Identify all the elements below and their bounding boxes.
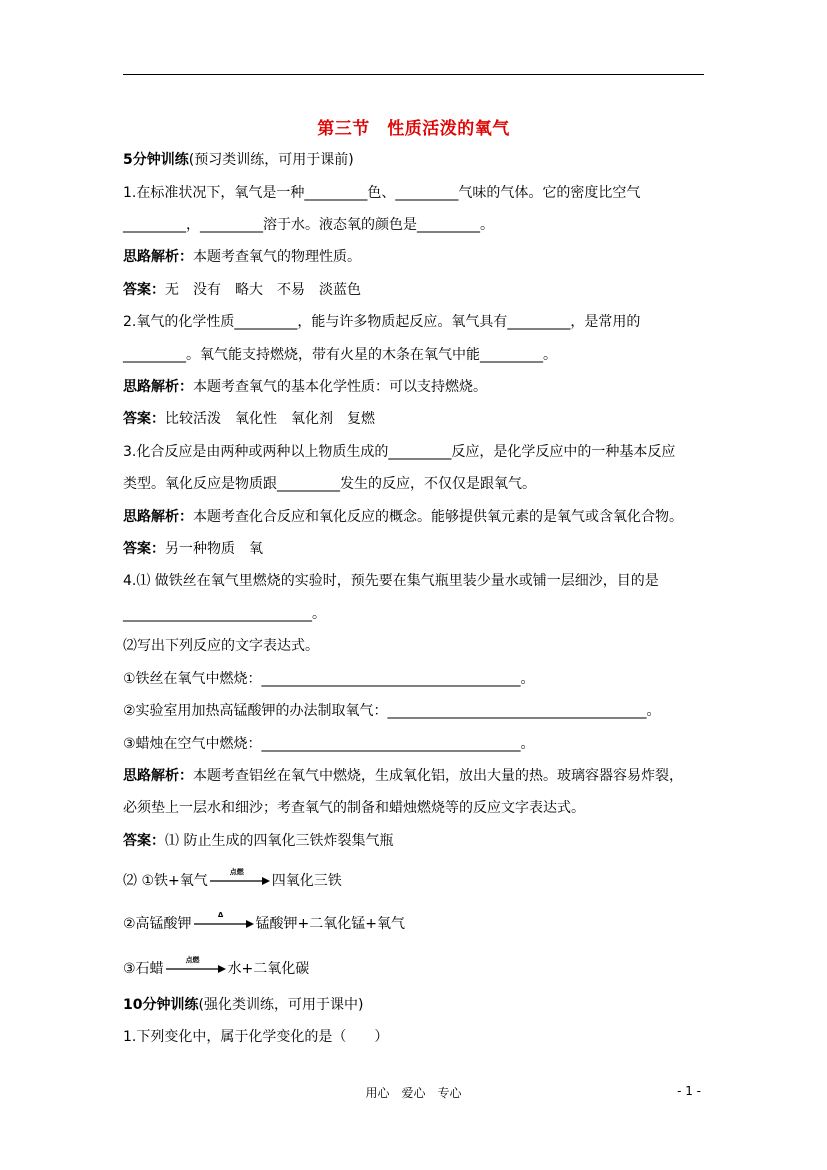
analysis-label: 思路解析： [123, 768, 193, 784]
equation-prefix: ⑵ [123, 873, 142, 889]
equation-reactants: ①铁+氧气 [141, 873, 208, 889]
question-4-item-2: ②实验室用加热高锰酸钾的办法制取氧气：_____________________________________。 [123, 703, 661, 719]
reaction-arrow [210, 868, 270, 888]
question-3-line-2: 类型。氧化反应是物质跟_________发生的反应，不仅仅是跟氧气。 [123, 476, 536, 492]
section-note: (强化类训练，可用于课中) [198, 997, 364, 1013]
section-note: (预习类训练，可用于课前) [188, 152, 354, 168]
analysis-text: 本题考查氧气的物理性质。 [193, 249, 361, 265]
equation-products: 锰酸钾+二氧化锰+氧气 [255, 916, 406, 932]
analysis-text: 本题考查氧气的基本化学性质：可以支持燃烧。 [193, 379, 487, 395]
answer-label: 答案： [123, 541, 165, 557]
question-3-analysis [123, 507, 683, 527]
equation-reactants: ③石蜡 [123, 961, 164, 977]
analysis-label: 思路解析： [123, 379, 193, 395]
page-number: - 1 - [677, 1084, 701, 1098]
question-4-line-1: 4.⑴ 做铁丝在氧气里燃烧的实验时，预先要在集气瓶里装少量水或铺一层细沙，目的是 [123, 573, 659, 589]
question-4-line-3: ⑵写出下列反应的文字表达式。 [123, 638, 319, 654]
reaction-arrow [166, 956, 226, 976]
reaction-condition: Δ [217, 911, 224, 919]
question-3-answer [123, 539, 263, 559]
analysis-text: 本题考查铝丝在氧气中燃烧，生成氧化铝，放出大量的热。玻璃容器容易炸裂， [193, 768, 683, 784]
arrow-icon [210, 876, 270, 886]
arrow-icon [194, 919, 254, 929]
section-heading-5min [123, 150, 354, 170]
reaction-condition: 点燃 [185, 956, 200, 964]
answer-text: ⑴ 防止生成的四氧化三铁炸裂集气瓶 [165, 833, 394, 849]
question-4-item-3: ③蜡烛在空气中燃烧：_____________________________________。 [123, 736, 535, 752]
question-3-line-1: 3.化合反应是由两种或两种以上物质生成的_________反应，是化学反应中的一种基本反应 [123, 444, 676, 460]
question-2-analysis [123, 377, 487, 397]
equation-1 [123, 868, 342, 891]
answer-text: 无 没有 略大 不易 淡蓝色 [165, 282, 361, 298]
answer-label: 答案： [123, 833, 165, 849]
question-1-line-1: 1.在标准状况下，氧气是一种_________色、_________气味的气体。它的密度比空气 [123, 185, 641, 201]
question-5-line-1: 1.下列变化中，属于化学变化的是（ ） [123, 1029, 389, 1045]
question-4-answer [123, 831, 393, 851]
page-title: 第三节 性质活泼的氧气 [317, 119, 510, 139]
equation-2 [123, 911, 406, 934]
answer-text: 另一种物质 氧 [165, 541, 263, 557]
reaction-condition: 点燃 [229, 868, 244, 876]
equation-products: 水+二氧化碳 [227, 961, 310, 977]
reaction-arrow [194, 911, 254, 931]
question-4-item-1: ①铁丝在氧气中燃烧：_____________________________________。 [123, 671, 535, 687]
answer-label: 答案： [123, 282, 165, 298]
answer-label: 答案： [123, 411, 165, 427]
analysis-label: 思路解析： [123, 249, 193, 265]
question-1-analysis [123, 247, 361, 267]
question-2-line-1: 2.氧气的化学性质_________，能与许多物质起反应。氧气具有_________，是常用的 [123, 314, 641, 330]
section-label: 10分钟训练 [123, 997, 199, 1013]
equation-3 [123, 956, 310, 979]
footer-motto: 用心 爱心 专心 [365, 1086, 462, 1100]
section-label: 5分钟训练 [123, 152, 189, 168]
question-2-answer [123, 409, 375, 429]
question-1-line-2: _________，_________溶于水。液态氧的颜色是_________。 [123, 217, 494, 233]
section-heading-10min [123, 995, 363, 1015]
analysis-text: 本题考查化合反应和氧化反应的概念。能够提供氧元素的是氧气或含氧化合物。 [193, 509, 683, 525]
equation-products: 四氧化三铁 [271, 873, 342, 889]
arrow-icon [166, 964, 226, 974]
header-rule [123, 74, 704, 75]
question-4-analysis-line-2: 必须垫上一层水和细沙；考查氧气的制备和蜡烛燃烧等的反应文字表达式。 [123, 800, 585, 816]
answer-text: 比较活泼 氧化性 氧化剂 复燃 [165, 411, 375, 427]
question-4-analysis [123, 766, 683, 786]
question-2-line-2: _________。氧气能支持燃烧，带有火星的木条在氧气中能_________。 [123, 347, 557, 363]
analysis-label: 思路解析： [123, 509, 193, 525]
question-4-line-2: ___________________________。 [123, 606, 326, 622]
question-1-answer [123, 280, 361, 300]
equation-reactants: ②高锰酸钾 [123, 916, 192, 932]
